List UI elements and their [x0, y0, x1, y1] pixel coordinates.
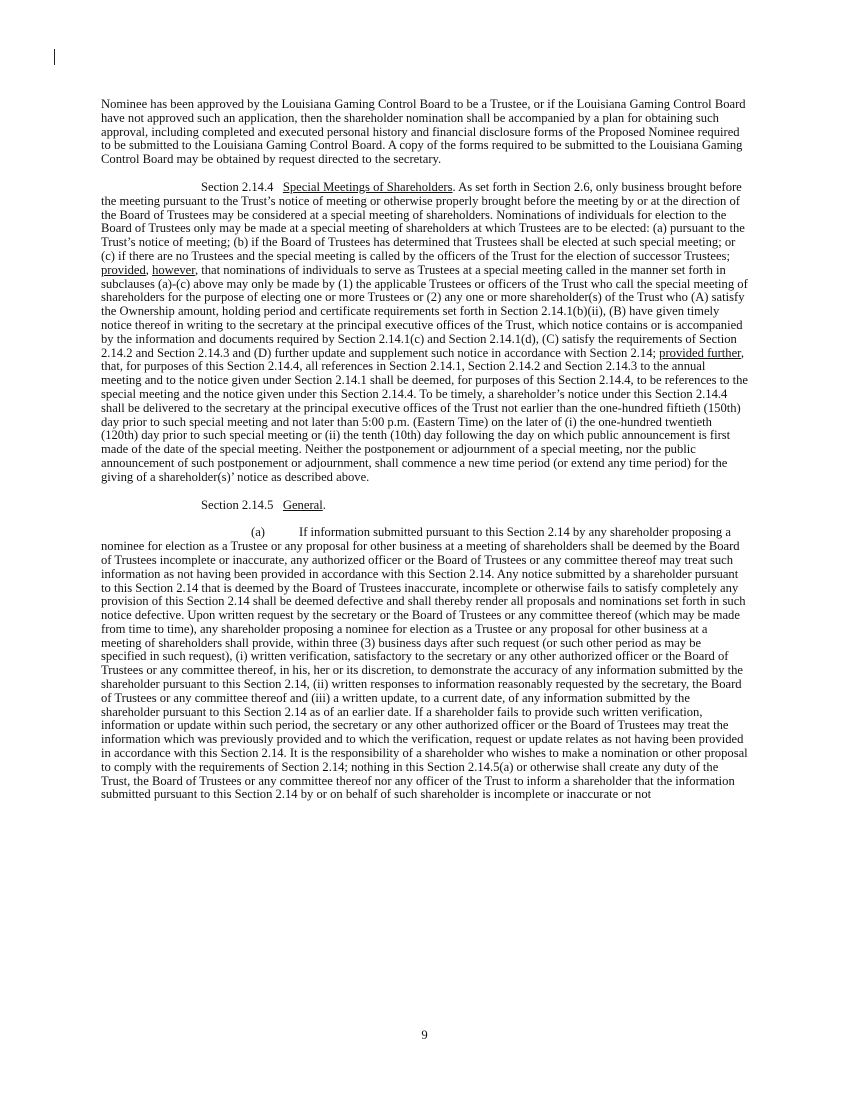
section-title: General — [282, 497, 323, 512]
provided-further-term: provided further — [659, 345, 741, 360]
subsection-text: If information submitted pursuant to this Section 2.14 by any shareholder proposing a nominee for election as a Trustee or any proposal for other business at a meeting of shareholders shall be deemed by the Board of Trustees incomplete or inaccurate, any authorized officer or the Board of Trustees or any committee thereof may treat such information as not having been provided in accordance with this Section 2.14. Any notice submitted by a shareholder pursuant to this Section 2.14 that is deemed by the Board of Trustees inaccurate, incomplete or otherwise fails to satisfy completely any provision of this Section 2.14 shall be deemed defective and shall thereby render all proposals and nominations set forth in such notice defective. Upon written request by the secretary or the Board of Trustees or any committee thereof (which may be made from time to time), any shareholder proposing a nominee for election as a Trustee or any proposal for other business at a meeting of shareholders shall provide, within three (3) business days after such request (or such other period as may be specified in such request), (i) written verification, satisfactory to the secretary or any other authorized officer or the Board of Trustees or any committee thereof, in his, her or its discretion, to demonstrate the accuracy of any information submitted by the shareholder pursuant to this Section 2.14, (ii) written responses to information reasonably requested by the secretary, the Board of Trustees or any committee thereof and (iii) a written update, to a current date, of any information submitted by the shareholder pursuant to this Section 2.14 as of an earlier date. If a shareholder fails to provide such written verification, information or update within such period, the secretary or any other authorized officer or the Board of Trustees may treat the information which was previously provided and to which the verification, request or update relates as not having been provided in accordance with this Section 2.14. It is the responsibility of a shareholder who wishes to make a nomination or other proposal to comply with the requirements of Section 2.14; nothing in this Section 2.14.5(a) or otherwise shall create any duty of the Trust, the Board of Trustees or any committee thereof nor any officer of the Trust to inform a shareholder that the information submitted pursuant to this Section 2.14 by or on behalf of such shareholder is incomplete or inaccurate or not — [101, 525, 748, 802]
paragraph-nominee-approval: Nominee has been approved by the Louisiana Gaming Control Board to be a Trustee, or if the Louisiana Gaming Control Board have not approved such an application, then the shareholder nomination shall be accompanied by a plan for obtaining such approval, including completed and executed personal history and financial disclosure forms of the Proposed Nominee required to be submitted to the Louisiana Gaming Control Board. A copy of the forms required to be submitted to the Louisiana Gaming Control Board may be obtained by request directed to the secretary. — [101, 97, 746, 167]
section-2-14-4 — [101, 181, 749, 485]
section-title: Special Meetings of Shareholders — [282, 179, 453, 194]
section-number: Section 2.14.5 — [201, 497, 274, 512]
document-body — [101, 98, 749, 816]
section-number: Section 2.14.4 — [201, 179, 274, 194]
page-number: 9 — [421, 1028, 428, 1042]
revision-bar — [54, 49, 55, 65]
however-term: however — [152, 262, 195, 277]
section-2-14-5-heading — [101, 499, 749, 513]
subsection-label: (a) — [251, 525, 265, 540]
section-2-14-5-a — [101, 526, 749, 802]
provided-term: provided — [101, 262, 146, 277]
section-text: . As set forth in Section 2.6, only business brought before the meeting pursuant to the Trust’s notice of meeting or otherwise properly brought before the meeting by or at the direction of the Board of Trustees may be considered at a special meeting of shareholders. Nominations of individuals for election to the Board of Trustees only may be made at a special meeting of shareholders at which Trustees are to be elected: (a) pursuant to the Trust’s notice of meeting; (b) if the Board of Trustees has determined that Trustees shall be elected at such special meeting; or (c) if there are no Trustees and the special meeting is called by the officers of the Trust for the election of successor Trustees; — [101, 179, 745, 263]
period: . — [322, 497, 326, 512]
section-text: , that, for purposes of this Section 2.14.4, all references in Section 2.14.1, Section 2.14.2 and Section 2.14.3 to the annual meeting and to the notice given under Section 2.14.1 shall be deemed, for purposes of this Section 2.14.4, to be references to the special meeting and the notice given under this Section 2.14.4. To be timely, a shareholder’s notice under this Section 2.14.4 shall be delivered to the secretary at the principal executive offices of the Trust not earlier than the one-hundred fiftieth (150th) day prior to such special meeting and not later than 5:00 p.m. (Eastern Time) on the later of (i) the one-hundred twentieth (120th) day prior to such special meeting or (ii) the tenth (10th) day following the day on which public announcement is first made of the date of the special meeting. Neither the postponement or adjournment of a special meeting, nor the public announcement of such postponement or adjournment, shall commence a new time period (or extend any time period) for the giving of a shareholder(s)’ notice as described above. — [101, 345, 749, 484]
comma: , — [145, 262, 153, 277]
section-text: , that nominations of individuals to serve as Trustees at a special meeting called in the manner set forth in subclauses (a)-(c) above may only be made by (1) the applicable Trustees or officers of the Trust who call the special meeting of shareholders for the purpose of electing one or more Trustees or (2) any one or more shareholder(s) of the Trust who (A) satisfy the Ownership amount, holding period and certificate requirements set forth in Section 2.14.1(b)(ii), (B) have given timely notice thereof in writing to the secretary at the principal executive offices of the Trust, which notice contains or is accompanied by the information and documents required by Section 2.14.1(c) and Section 2.14.1(d), (C) satisfy the requirements of Section 2.14.2 and Section 2.14.3 and (D) further update and supplement such notice in accordance with Section 2.14; — [101, 262, 748, 360]
